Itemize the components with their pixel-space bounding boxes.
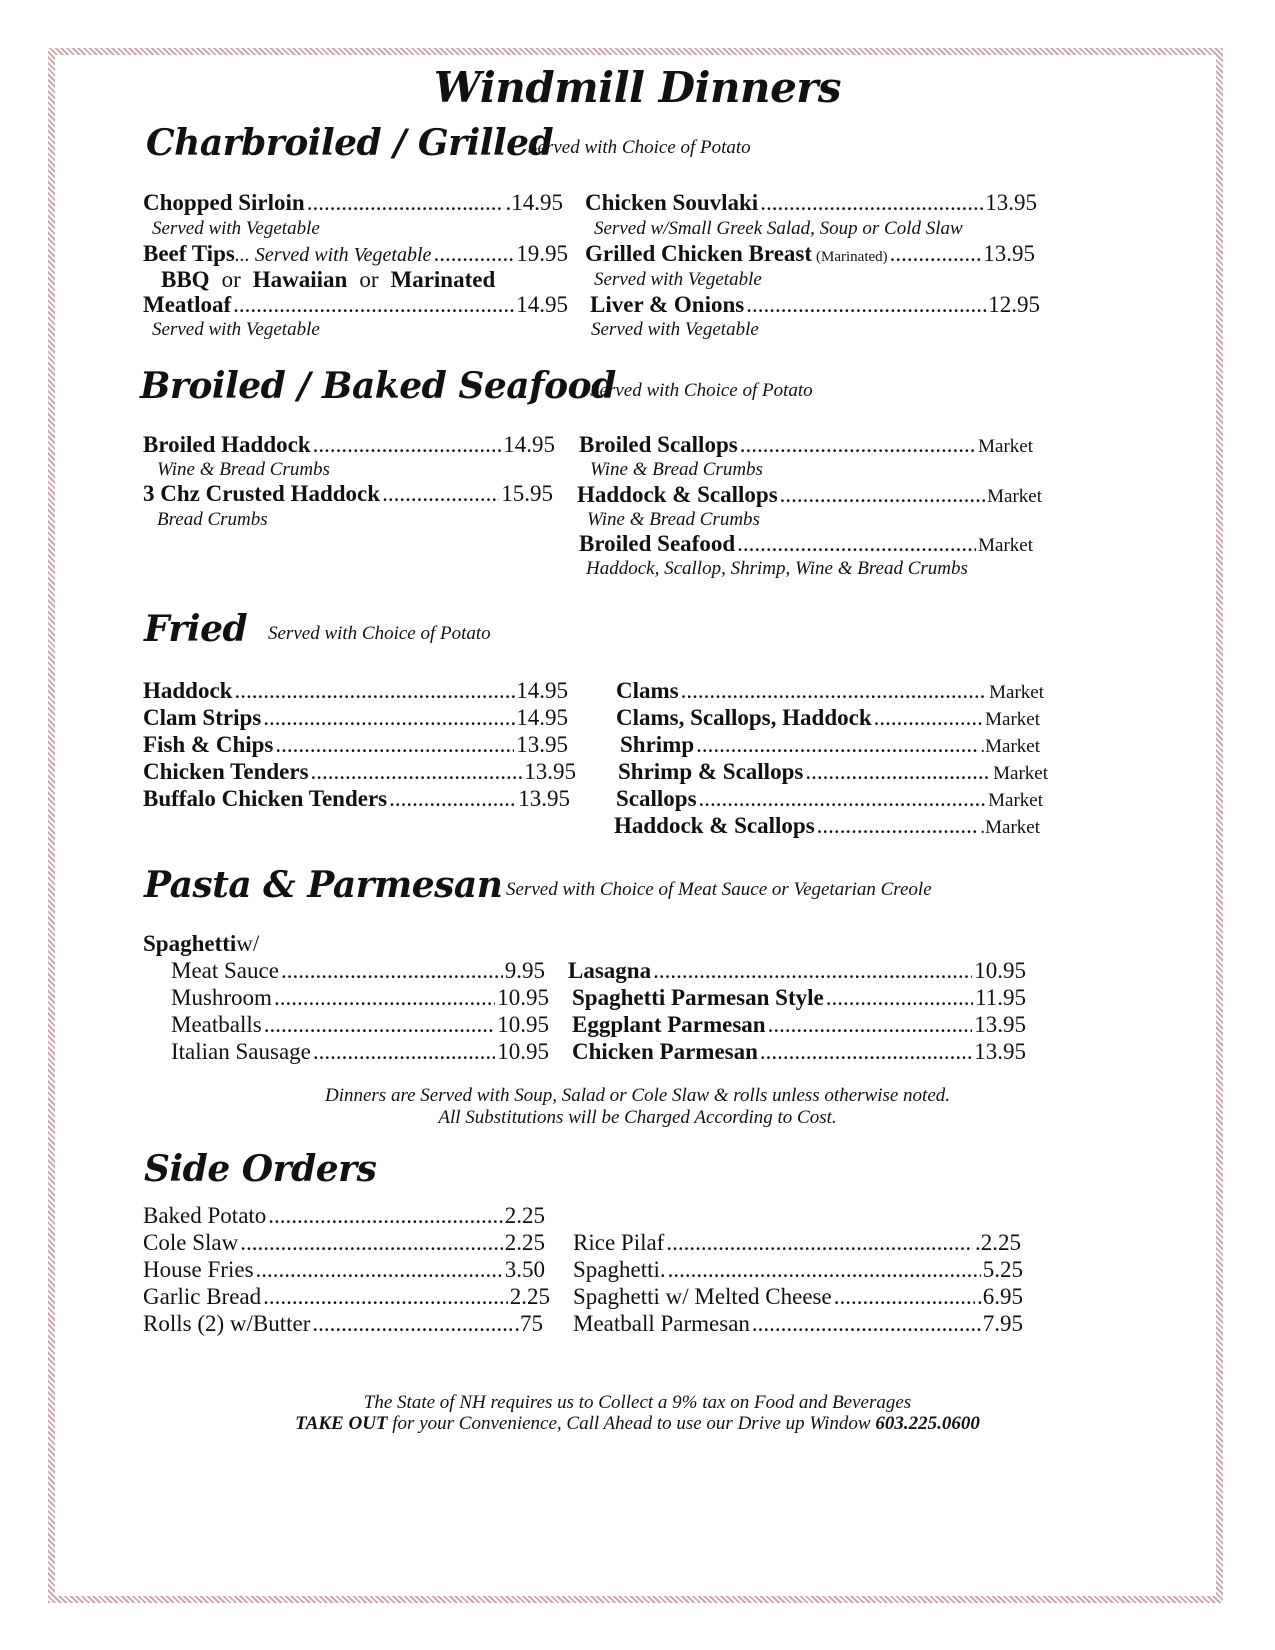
pasta-footnote-1: Dinners are Served with Soup, Salad or Cole Slaw & rolls unless otherwise noted. — [324, 1085, 951, 1106]
item-price: Market — [993, 763, 1048, 784]
fried-left-list — [143, 678, 576, 813]
menu-item-chicken-souvlaki — [585, 190, 1037, 216]
leader-dots — [389, 786, 516, 812]
item-price: 19.95 — [516, 241, 568, 266]
leader-dots — [256, 1257, 503, 1283]
item-price: 14.95 — [503, 432, 555, 457]
item-name: Chopped Sirloin — [143, 190, 305, 215]
leader-dots — [382, 481, 499, 507]
list-item — [573, 1311, 1023, 1338]
item-name: Meatloaf — [143, 292, 232, 317]
section-heading-charbroiled: Charbroiled / Grilled — [146, 122, 554, 164]
list-item — [171, 985, 549, 1012]
item-price: 7.95 — [982, 1311, 1023, 1336]
leader-dots — [737, 531, 976, 557]
list-item — [614, 813, 1040, 840]
item-suffix: w/ — [236, 931, 260, 956]
item-name: Broiled Scallops — [579, 432, 738, 457]
item-name: Rolls (2) w/Butter — [143, 1311, 311, 1336]
leader-dots — [666, 1230, 973, 1256]
item-name: Eggplant Parmesan — [572, 1012, 766, 1037]
list-item — [573, 1257, 1023, 1284]
item-name: Rice Pilaf — [573, 1230, 665, 1255]
item-description: Served with Vegetable — [152, 319, 320, 340]
list-item — [573, 1230, 1021, 1257]
item-price: Market — [989, 682, 1044, 703]
item-name: Grilled Chicken Breast — [585, 241, 813, 266]
item-name: Spaghetti w/ Melted Cheese — [573, 1284, 832, 1309]
item-name: Meatball Parmesan — [573, 1311, 750, 1336]
leader-dots — [264, 1012, 496, 1038]
item-name: Haddock & Scallops — [614, 813, 815, 838]
item-price: ..14.95 — [504, 678, 568, 703]
list-item — [616, 705, 1040, 732]
footer-tax-note: The State of NH requires us to Collect a 9% tax on Food and Beverages — [363, 1392, 912, 1413]
item-price: 11.95 — [975, 985, 1026, 1010]
item-description: Bread Crumbs — [157, 509, 268, 530]
menu-item-chopped-sirloin — [143, 190, 563, 216]
option-separator: or — [221, 267, 241, 292]
menu-item-broiled-haddock — [143, 432, 555, 458]
list-item — [143, 786, 570, 813]
item-price: Market — [985, 709, 1040, 730]
list-item — [143, 759, 576, 786]
option-hawaiian: Hawaiian — [252, 267, 348, 292]
menu-item-grilled-chicken-breast — [585, 241, 1035, 267]
item-price: 13.95 — [974, 1039, 1026, 1064]
item-name: 3 Chz Crusted Haddock — [143, 481, 381, 506]
item-price: Market — [987, 486, 1042, 507]
sides-right-list — [573, 1230, 1023, 1338]
footer-takeout-label: TAKE OUT — [295, 1413, 388, 1434]
item-name: Broiled Haddock — [143, 432, 311, 457]
item-price: 13.95 — [518, 786, 570, 811]
leader-dots — [780, 482, 985, 508]
item-name: Haddock & Scallops — [577, 482, 778, 507]
item-name: Shrimp & Scallops — [618, 759, 804, 784]
item-price: 10.95 — [497, 985, 549, 1010]
footer-takeout-text: for your Convenience, Call Ahead to use our Drive up Window — [387, 1413, 876, 1434]
list-item — [618, 759, 1048, 786]
item-price: 5.25 — [982, 1257, 1023, 1282]
beef-tips-options — [161, 267, 495, 293]
item-description: Served with Vegetable — [152, 218, 320, 239]
option-marinated: Marinated — [390, 267, 496, 292]
item-description: Wine & Bread Crumbs — [590, 459, 763, 480]
item-price: 15.95 — [501, 481, 553, 506]
list-item — [568, 958, 1026, 985]
item-name: Spaghetti — [143, 931, 237, 956]
item-description: Served w/Small Greek Salad, Soup or Cold Slaw — [594, 218, 963, 239]
section-note-seafood: Served with Choice of Potato — [590, 380, 813, 401]
item-price: .2.25 — [975, 1230, 1021, 1255]
menu-item-meatloaf — [143, 292, 568, 318]
menu-item-liver-onions — [590, 292, 1040, 318]
leader-dots — [805, 759, 991, 785]
spaghetti-label — [143, 931, 259, 957]
item-name: Broiled Seafood — [579, 531, 736, 556]
pasta-footnote-2: All Substitutions will be Charged According to Cost. — [438, 1107, 837, 1128]
leader-dots — [433, 241, 514, 267]
section-heading-seafood: Broiled / Baked Seafood — [140, 365, 616, 407]
item-name: Chicken Souvlaki — [585, 190, 759, 215]
leader-dots — [760, 190, 983, 216]
menu-item-3-chz-crusted-haddock — [143, 481, 553, 507]
option-bbq: BBQ — [161, 267, 210, 292]
item-name: Beef Tips — [143, 241, 235, 266]
menu-item-beef-tips — [143, 241, 568, 267]
item-name: Mushroom — [171, 985, 272, 1010]
item-price: .75 — [514, 1311, 543, 1336]
item-price: Market — [978, 535, 1033, 556]
leader-dots — [268, 1203, 502, 1229]
item-name: Meatballs — [171, 1012, 262, 1037]
item-name: Lasagna — [568, 958, 652, 983]
item-price: 2.25 — [504, 1203, 545, 1228]
section-note-pasta: Served with Choice of Meat Sauce or Vegetarian Creole — [506, 879, 932, 900]
list-item — [620, 732, 1040, 759]
leader-dots — [311, 759, 523, 785]
item-name: Clams, Scallops, Haddock — [616, 705, 872, 730]
leader-dots — [312, 1311, 512, 1337]
item-price: Market — [988, 790, 1043, 811]
menu-title: Windmill Dinners — [433, 63, 842, 112]
item-name: Meat Sauce — [171, 958, 279, 983]
list-item — [573, 1284, 1023, 1311]
item-price: 13.95 — [983, 241, 1035, 266]
footer-takeout-line — [0, 1413, 1275, 1435]
footer-phone: 603.225.0600 — [875, 1413, 980, 1434]
item-inline-description: ... Served with Vegetable — [234, 244, 432, 266]
leader-dots — [681, 678, 988, 704]
pasta-left-list — [171, 958, 549, 1066]
option-separator: or — [359, 267, 379, 292]
list-item — [143, 1311, 543, 1338]
list-item — [572, 985, 1026, 1012]
item-price: 10.95 — [497, 1039, 549, 1064]
leader-dots — [826, 985, 973, 1011]
item-description: Served with Vegetable — [591, 319, 759, 340]
item-price: 2.25 — [504, 1230, 545, 1255]
item-name: Baked Potato — [143, 1203, 267, 1228]
section-heading-pasta: Pasta & Parmesan — [144, 864, 503, 906]
leader-dots — [668, 1257, 981, 1283]
menu-item-broiled-seafood — [579, 531, 1033, 557]
item-name: Shrimp — [620, 732, 695, 757]
leader-dots — [653, 958, 972, 984]
item-description: Wine & Bread Crumbs — [587, 509, 760, 530]
item-name: Chicken Parmesan — [572, 1039, 758, 1064]
item-price: 13.95 — [985, 190, 1037, 215]
leader-dots — [234, 678, 502, 704]
leader-dots — [834, 1284, 975, 1310]
list-item — [143, 732, 568, 759]
item-name: Chicken Tenders — [143, 759, 309, 784]
item-small-note: (Marinated) — [816, 249, 888, 265]
list-item — [143, 1203, 545, 1230]
pasta-right-list — [568, 958, 1026, 1066]
section-note-charbroiled: Served with Choice of Potato — [528, 137, 751, 158]
item-name: Spaghetti. — [573, 1257, 666, 1282]
section-heading-fried: Fried — [144, 608, 248, 650]
leader-dots — [313, 1039, 495, 1065]
item-price: 12.95 — [988, 292, 1040, 317]
item-name: House Fries — [143, 1257, 254, 1282]
list-item — [143, 678, 568, 705]
leader-dots — [890, 241, 982, 267]
item-name: Clam Strips — [143, 705, 262, 730]
section-heading-sides: Side Orders — [144, 1148, 377, 1190]
item-price: 3.50 — [504, 1257, 545, 1282]
list-item — [171, 1039, 549, 1066]
list-item — [143, 1284, 550, 1311]
list-item — [572, 1012, 1026, 1039]
list-item — [143, 705, 568, 732]
leader-dots — [752, 1311, 981, 1337]
list-item — [171, 1012, 549, 1039]
list-item — [572, 1039, 1026, 1066]
leader-dots — [874, 705, 984, 731]
item-name: Spaghetti Parmesan Style — [572, 985, 824, 1010]
item-price: 10.95 — [974, 958, 1026, 983]
leader-dots — [760, 1039, 972, 1065]
leader-dots — [281, 958, 503, 984]
list-item — [616, 786, 1043, 813]
item-name: Garlic Bread — [143, 1284, 262, 1309]
leader-dots — [240, 1230, 503, 1256]
item-name: Clams — [616, 678, 679, 703]
item-name: Haddock — [143, 678, 233, 703]
leader-dots — [313, 432, 502, 458]
menu-item-broiled-scallops — [579, 432, 1033, 458]
item-name: Italian Sausage — [171, 1039, 311, 1064]
leader-dots — [768, 1012, 973, 1038]
leader-dots — [274, 985, 495, 1011]
item-price: ..14.95 — [504, 705, 568, 730]
item-price: 13.95 — [516, 732, 568, 757]
fried-right-list — [614, 678, 1048, 840]
list-item — [616, 678, 1044, 705]
item-description: Haddock, Scallop, Shrimp, Wine & Bread Crumbs — [586, 558, 968, 579]
leader-dots — [263, 705, 503, 731]
item-price: Market — [978, 436, 1033, 457]
leader-dots — [746, 292, 986, 318]
list-item — [171, 958, 545, 985]
item-price: .Market — [980, 817, 1040, 838]
item-price: .Market — [980, 736, 1040, 757]
item-description: Wine & Bread Crumbs — [157, 459, 330, 480]
leader-dots — [307, 190, 504, 216]
item-price: .14.95 — [505, 190, 563, 215]
item-price: .6.95 — [977, 1284, 1023, 1309]
leader-dots — [263, 1284, 508, 1310]
list-item — [143, 1257, 545, 1284]
item-price: 14.95 — [516, 292, 568, 317]
list-item — [143, 1230, 545, 1257]
leader-dots — [233, 292, 514, 318]
menu-item-haddock-scallops-broiled — [577, 482, 1042, 508]
leader-dots — [275, 732, 514, 758]
item-name: Scallops — [616, 786, 697, 811]
item-name: Buffalo Chicken Tenders — [143, 786, 388, 811]
item-price: 9.95 — [504, 958, 545, 983]
item-price: 13.95 — [524, 759, 576, 784]
section-note-fried: Served with Choice of Potato — [268, 623, 491, 644]
item-price: 10.95 — [497, 1012, 549, 1037]
leader-dots — [740, 432, 976, 458]
item-name: Liver & Onions — [590, 292, 745, 317]
item-description: Served with Vegetable — [594, 269, 762, 290]
item-name: Fish & Chips — [143, 732, 274, 757]
item-price: 2.25 — [509, 1284, 550, 1309]
leader-dots — [699, 786, 987, 812]
item-name: Cole Slaw — [143, 1230, 239, 1255]
item-price: 13.95 — [974, 1012, 1026, 1037]
leader-dots — [817, 813, 979, 839]
leader-dots — [696, 732, 978, 758]
sides-left-list — [143, 1203, 550, 1338]
